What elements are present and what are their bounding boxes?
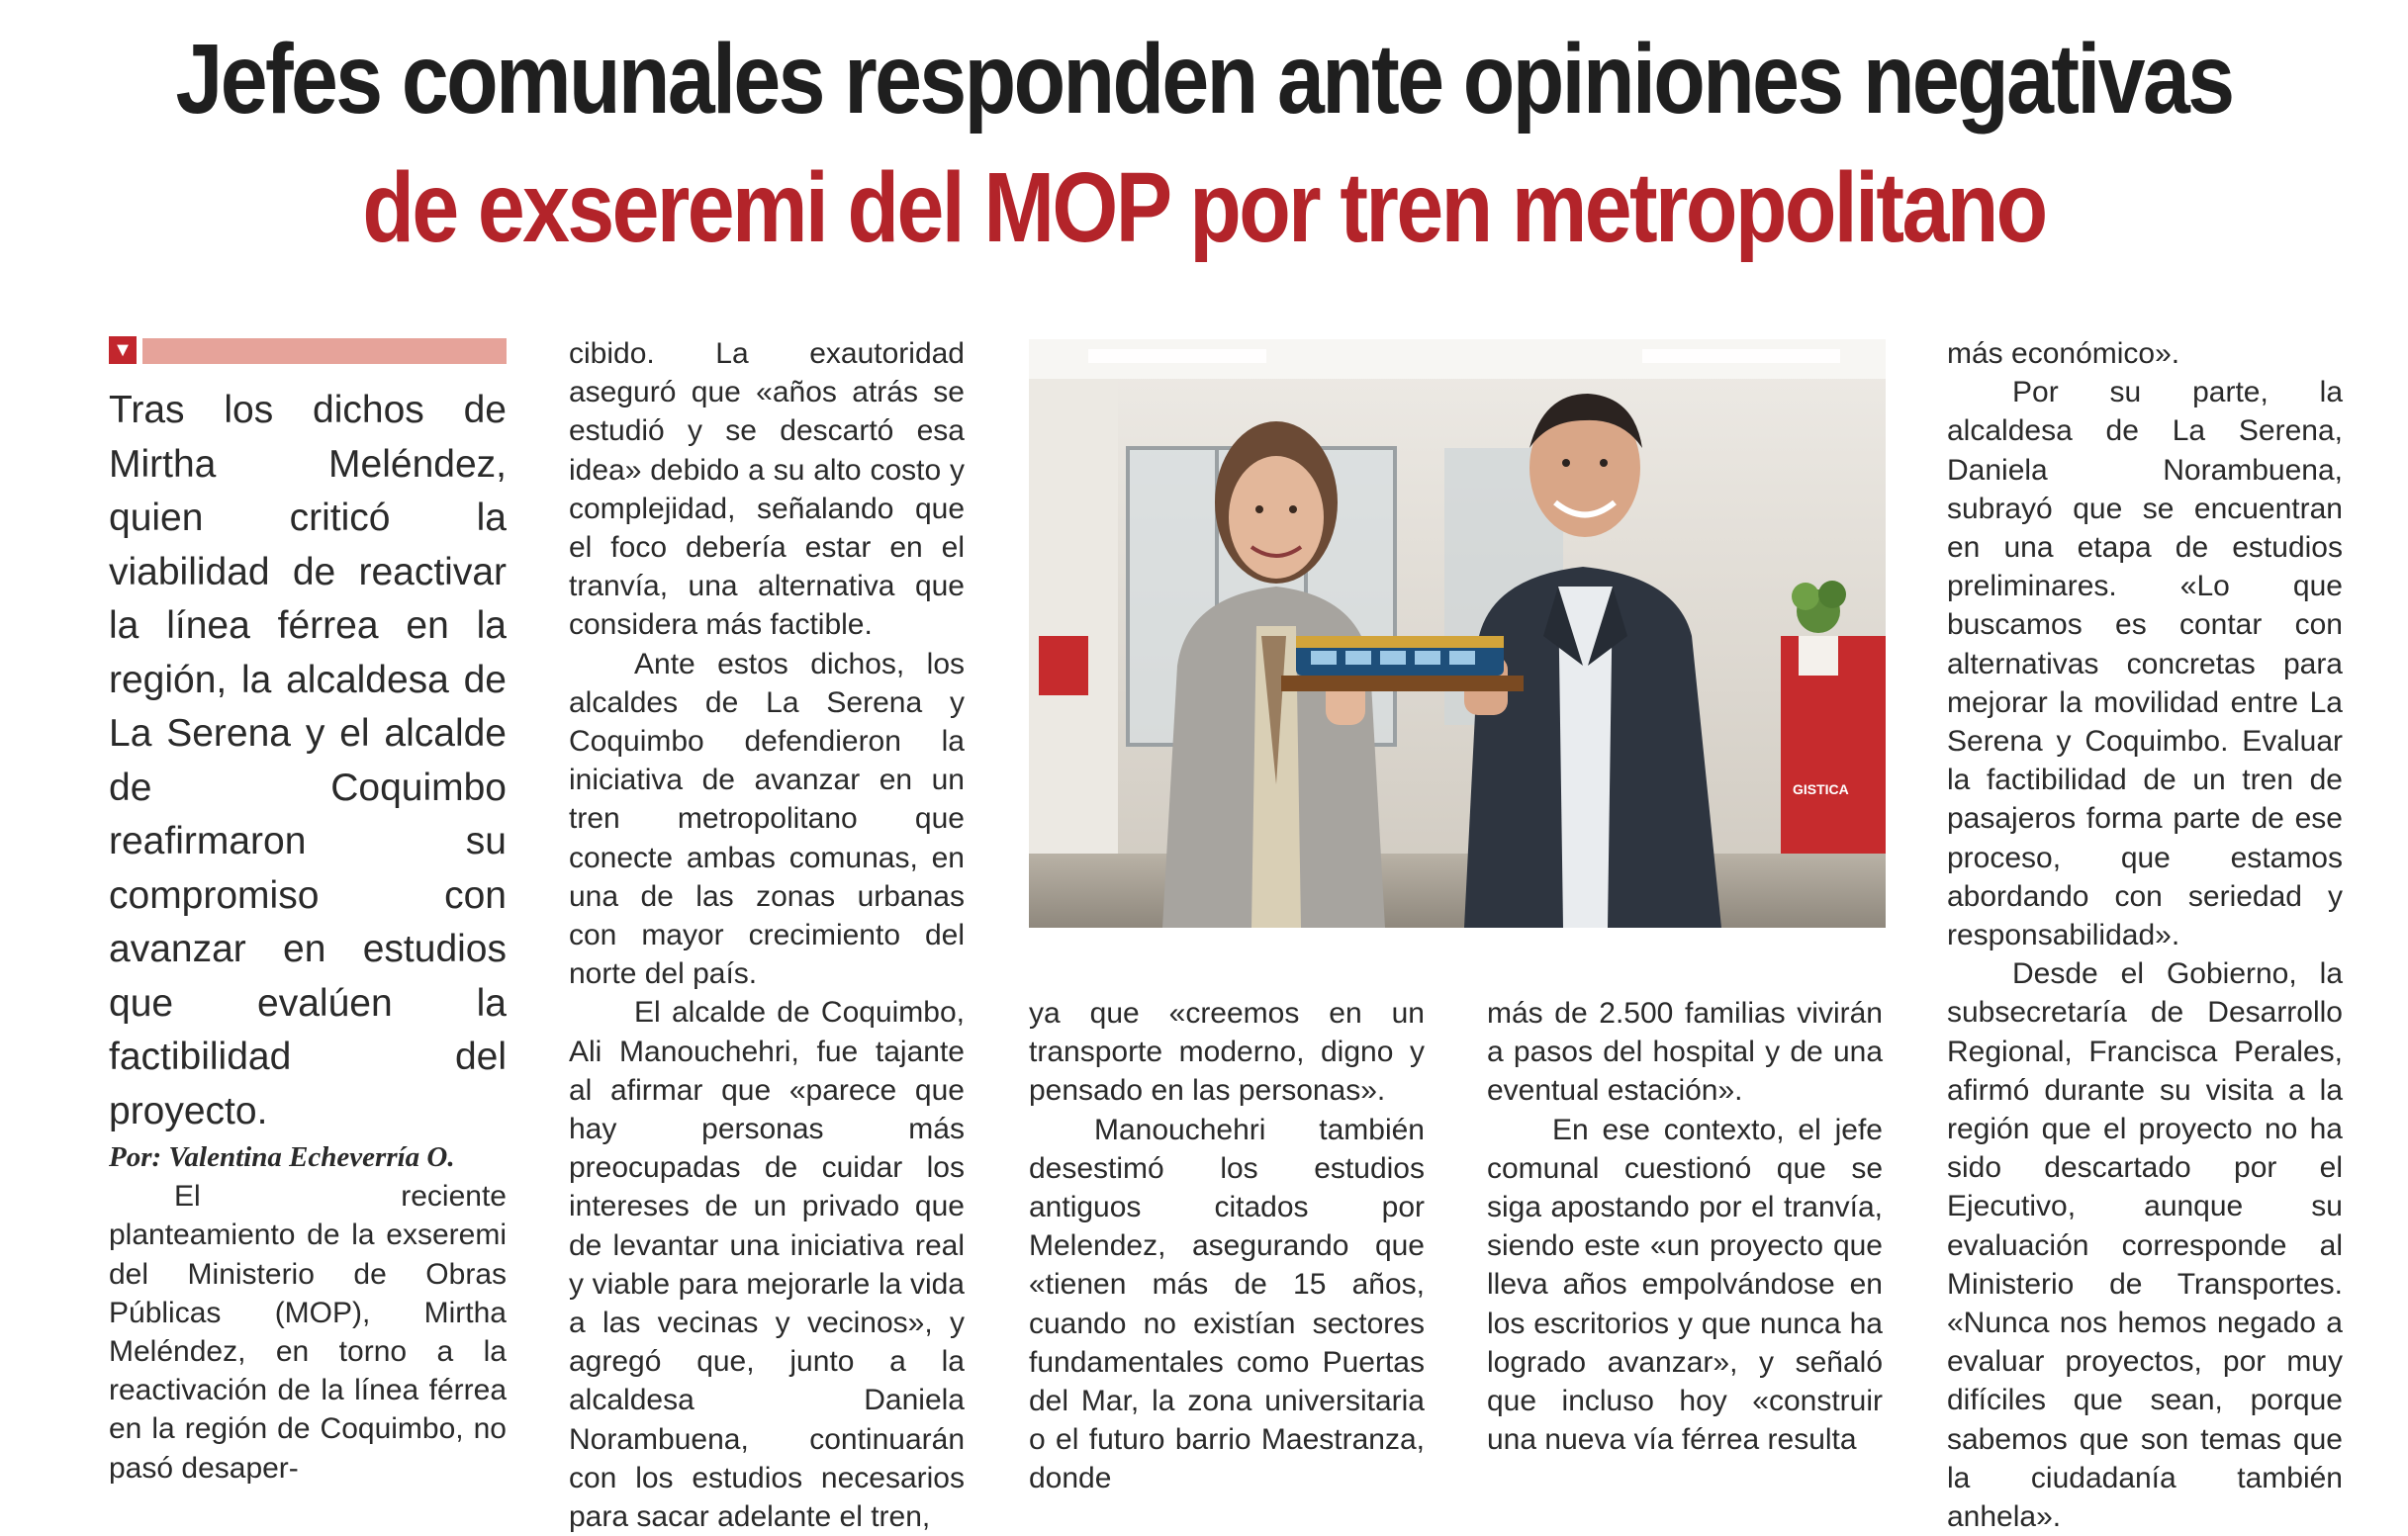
lead-paragraph: Tras los dichos de Mirtha Meléndez, quien criticó la viabilidad de reactivar la línea férrea en la región, la alcaldesa de La Serena y el alcalde de Coquimbo reafirmaron su compromiso con avanzar en estudios que evalúen la factibilidad del proyecto. — [109, 389, 507, 1132]
byline: Por: Valentina Echeverría O. — [109, 1141, 455, 1173]
photo-sign-text: GISTICA — [1793, 781, 1849, 797]
kicker-bar — [142, 338, 507, 364]
train-model — [1281, 636, 1524, 691]
body-paragraph: El alcalde de Coquimbo, Ali Manouchehri, fue tajante al afirmar que «parece que hay personas más preocupadas de cuidar los intereses de un privado que de levantar una iniciativa real y viable para mejorarle la vida a las vecinas y vecinos», y agregó que, junto a la alcaldesa Daniela Norambuena, continuarán con los estudios necesarios para sacar adelante el tren, — [569, 996, 965, 1534]
body-paragraph: más de 2.500 familias vivirán a pasos del hospital y de una eventual estación». — [1487, 997, 1883, 1108]
body-paragraph: En ese contexto, el jefe comunal cuestionó que se siga apostando por el tranvía, siendo este «un proyecto que lleva años empolvándose en los escritorios y que nunca ha logrado avanzar», y señaló que incluso hoy «construir una nueva vía férrea resulta — [1487, 1113, 1883, 1457]
body-paragraph: ya que «creemos en un transporte moderno, digno y pensado en las personas». — [1029, 997, 1425, 1108]
column-2 — [569, 334, 965, 1536]
body-paragraph: Ante estos dichos, los alcaldes de La Serena y Coquimbo defendieron la iniciativa de avanzar en un tren metropolitano que conecte ambas comunas, en una de las zonas urbanas con mayor crecimiento del norte del país. — [569, 647, 965, 991]
column-1 — [109, 334, 507, 1488]
column-3 — [1029, 994, 1425, 1498]
body-paragraph: Manouchehri también desestimó los estudios antiguos citados por Melendez, asegurando que «tienen más de 15 años, cuando no existían sectores fundamentales como Puertas del Mar, la zona universitaria o el futuro barrio Maestranza, donde — [1029, 1113, 1425, 1495]
body-paragraph: más económico». — [1947, 337, 2180, 370]
column-5 — [1947, 334, 2343, 1536]
headline-line-2: de exseremi del MOP por tren metropolitano — [362, 152, 2046, 263]
body-paragraph: Por su parte, la alcaldesa de La Serena, Daniela Norambuena, subrayó que se encuentran en una etapa de estudios preliminares. «Lo que buscamos es contar con alternativas concretas para mejorar la movilidad entre La Serena y Coquimbo. Evaluar la factibilidad de un tren de pasajeros forma parte de ese proceso, que estamos abordando con seriedad y responsabilidad». — [1947, 376, 2343, 952]
kicker — [109, 334, 507, 364]
triangle-down-icon: ▼ — [109, 336, 137, 364]
body-paragraph: cibido. La exautoridad aseguró que «años atrás se estudió y se descartó esa idea» debido a su alto costo y complejidad, señalando que el foco debería estar en el tranvía, una alternativa que considera más factible. — [569, 337, 965, 642]
article-photo — [1029, 339, 1886, 928]
column-4 — [1487, 994, 1883, 1459]
body-paragraph: El reciente planteamiento de la exseremi del Ministerio de Obras Públicas (MOP), Mirtha Meléndez, en torno a la reactivación de la línea férrea en la región de Coquimbo, no pasó desaper- — [109, 1180, 507, 1485]
body-paragraph: Desde el Gobierno, la subsecretaría de Desarrollo Regional, Francisca Perales, afirmó durante su visita a la región que el proyecto no ha sido descartado por el Ejecutivo, aunque su evaluación corresponde al Ministerio de Transportes. «Nunca nos hemos negado a evaluar proyectos, por muy difíciles que sean, porque sabemos que son temas que la ciudadanía también anhela». — [1947, 957, 2343, 1534]
headline-line-1: Jefes comunales responden ante opiniones negativas — [175, 24, 2233, 135]
